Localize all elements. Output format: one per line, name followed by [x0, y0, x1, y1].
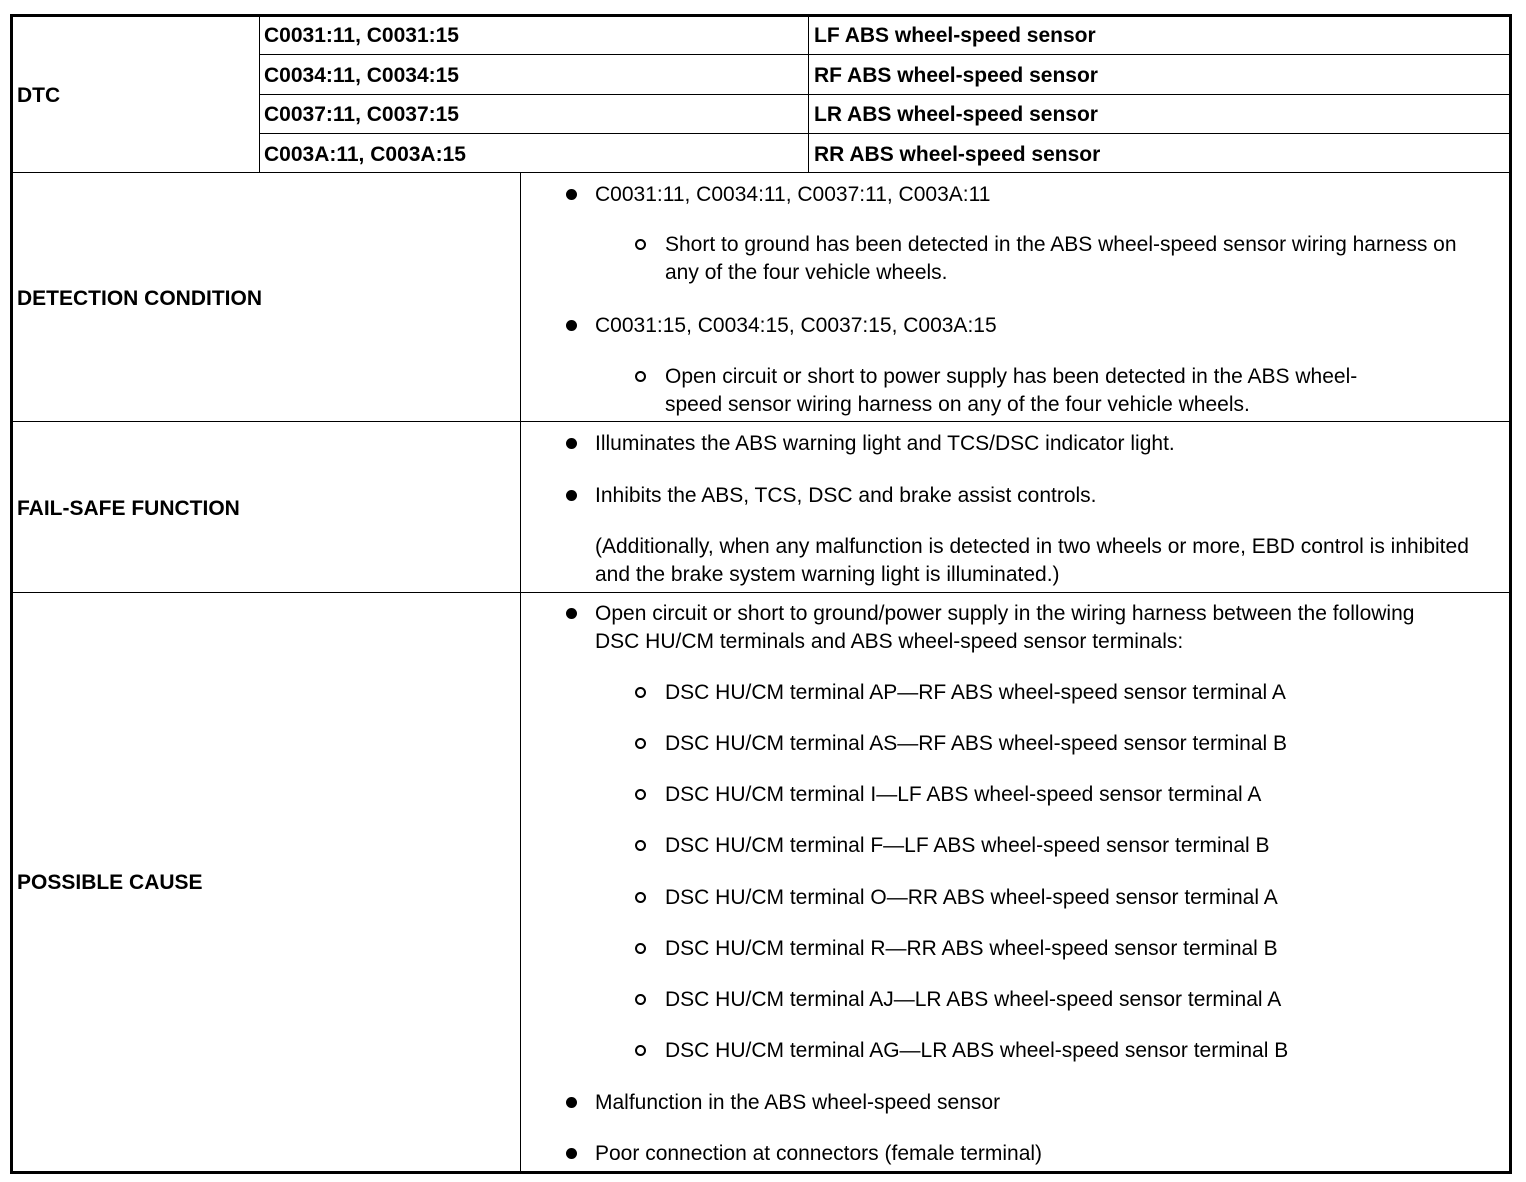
fail-safe-item-2: Inhibits the ABS, TCS, DSC and brake assist controls.: [595, 484, 1097, 507]
possible-cause-item-1: Malfunction in the ABS wheel-speed sensor: [595, 1091, 1001, 1114]
column-divider: [520, 172, 521, 1171]
circle-bullet-icon: [635, 371, 646, 382]
circle-bullet-icon: [635, 738, 646, 749]
fail-safe-note: (Additionally, when any malfunction is detected in two wheels or more, EBD control is inhibited and the brake system warning light is illuminated.): [595, 535, 1469, 586]
circle-bullet-icon: [635, 943, 646, 954]
possible-cause-intro: Open circuit or short to ground/power supply in the wiring harness between the following DSC HU/CM terminals and ABS wheel-speed sensor terminals:: [595, 602, 1415, 653]
dtc-label: DTC: [17, 84, 61, 107]
row-divider: [13, 172, 1512, 173]
possible-cause-label: POSSIBLE CAUSE: [17, 871, 203, 894]
column-divider: [259, 17, 260, 172]
circle-bullet-icon: [635, 1045, 646, 1056]
possible-cause-item-2: Poor connection at connectors (female terminal): [595, 1142, 1043, 1165]
circle-bullet-icon: [635, 840, 646, 851]
circle-bullet-icon: [635, 239, 646, 250]
fail-safe-item-1: Illuminates the ABS warning light and TCS/DSC indicator light.: [595, 432, 1175, 455]
dtc-desc-lf: LF ABS wheel-speed sensor: [814, 24, 1096, 47]
detection-condition-label: DETECTION CONDITION: [17, 287, 262, 310]
circle-bullet-icon: [635, 687, 646, 698]
terminal-item: DSC HU/CM terminal R—RR ABS wheel-speed sensor terminal B: [665, 937, 1278, 960]
terminal-item: DSC HU/CM terminal F—LF ABS wheel-speed sensor terminal B: [665, 834, 1270, 857]
bullet-icon: [566, 189, 577, 200]
bullet-icon: [566, 608, 577, 619]
terminal-item: DSC HU/CM terminal O—RR ABS wheel-speed sensor terminal A: [665, 886, 1278, 909]
dtc-code-rf: C0034:11, C0034:15: [264, 64, 459, 87]
terminal-item: DSC HU/CM terminal AS—RF ABS wheel-speed sensor terminal B: [665, 732, 1288, 755]
bullet-icon: [566, 1097, 577, 1108]
dtc-desc-rf: RF ABS wheel-speed sensor: [814, 64, 1098, 87]
row-divider: [13, 592, 1512, 593]
dtc-code-lr: C0037:11, C0037:15: [264, 103, 459, 126]
column-divider: [808, 17, 809, 172]
bullet-icon: [566, 1148, 577, 1159]
detection-item-1: C0031:11, C0034:11, C0037:11, C003A:11: [595, 183, 991, 206]
detection-item-1-detail: Short to ground has been detected in the ABS wheel-speed sensor wiring harness on any of the four vehicle wheels.: [665, 233, 1457, 284]
bullet-icon: [566, 438, 577, 449]
row-divider: [259, 133, 1512, 134]
terminal-item: DSC HU/CM terminal AP—RF ABS wheel-speed sensor terminal A: [665, 681, 1286, 704]
bullet-icon: [566, 490, 577, 501]
detection-item-2-detail: Open circuit or short to power supply has been detected in the ABS wheel-speed sensor wiring harness on any of the four vehicle wheels.: [665, 365, 1358, 416]
circle-bullet-icon: [635, 789, 646, 800]
terminal-item: DSC HU/CM terminal AG—LR ABS wheel-speed sensor terminal B: [665, 1039, 1289, 1062]
row-divider: [259, 94, 1512, 95]
terminal-item: DSC HU/CM terminal I—LF ABS wheel-speed sensor terminal A: [665, 783, 1262, 806]
dtc-code-rr: C003A:11, C003A:15: [264, 143, 466, 166]
dtc-desc-lr: LR ABS wheel-speed sensor: [814, 103, 1098, 126]
dtc-desc-rr: RR ABS wheel-speed sensor: [814, 143, 1101, 166]
terminal-item: DSC HU/CM terminal AJ—LR ABS wheel-speed sensor terminal A: [665, 988, 1282, 1011]
circle-bullet-icon: [635, 892, 646, 903]
detection-item-2: C0031:15, C0034:15, C0037:15, C003A:15: [595, 314, 997, 337]
dtc-info-table: [10, 14, 1512, 1174]
fail-safe-function-label: FAIL-SAFE FUNCTION: [17, 497, 240, 520]
row-divider: [13, 421, 1512, 422]
row-divider: [259, 54, 1512, 55]
circle-bullet-icon: [635, 994, 646, 1005]
dtc-code-lf: C0031:11, C0031:15: [264, 24, 459, 47]
bullet-icon: [566, 320, 577, 331]
